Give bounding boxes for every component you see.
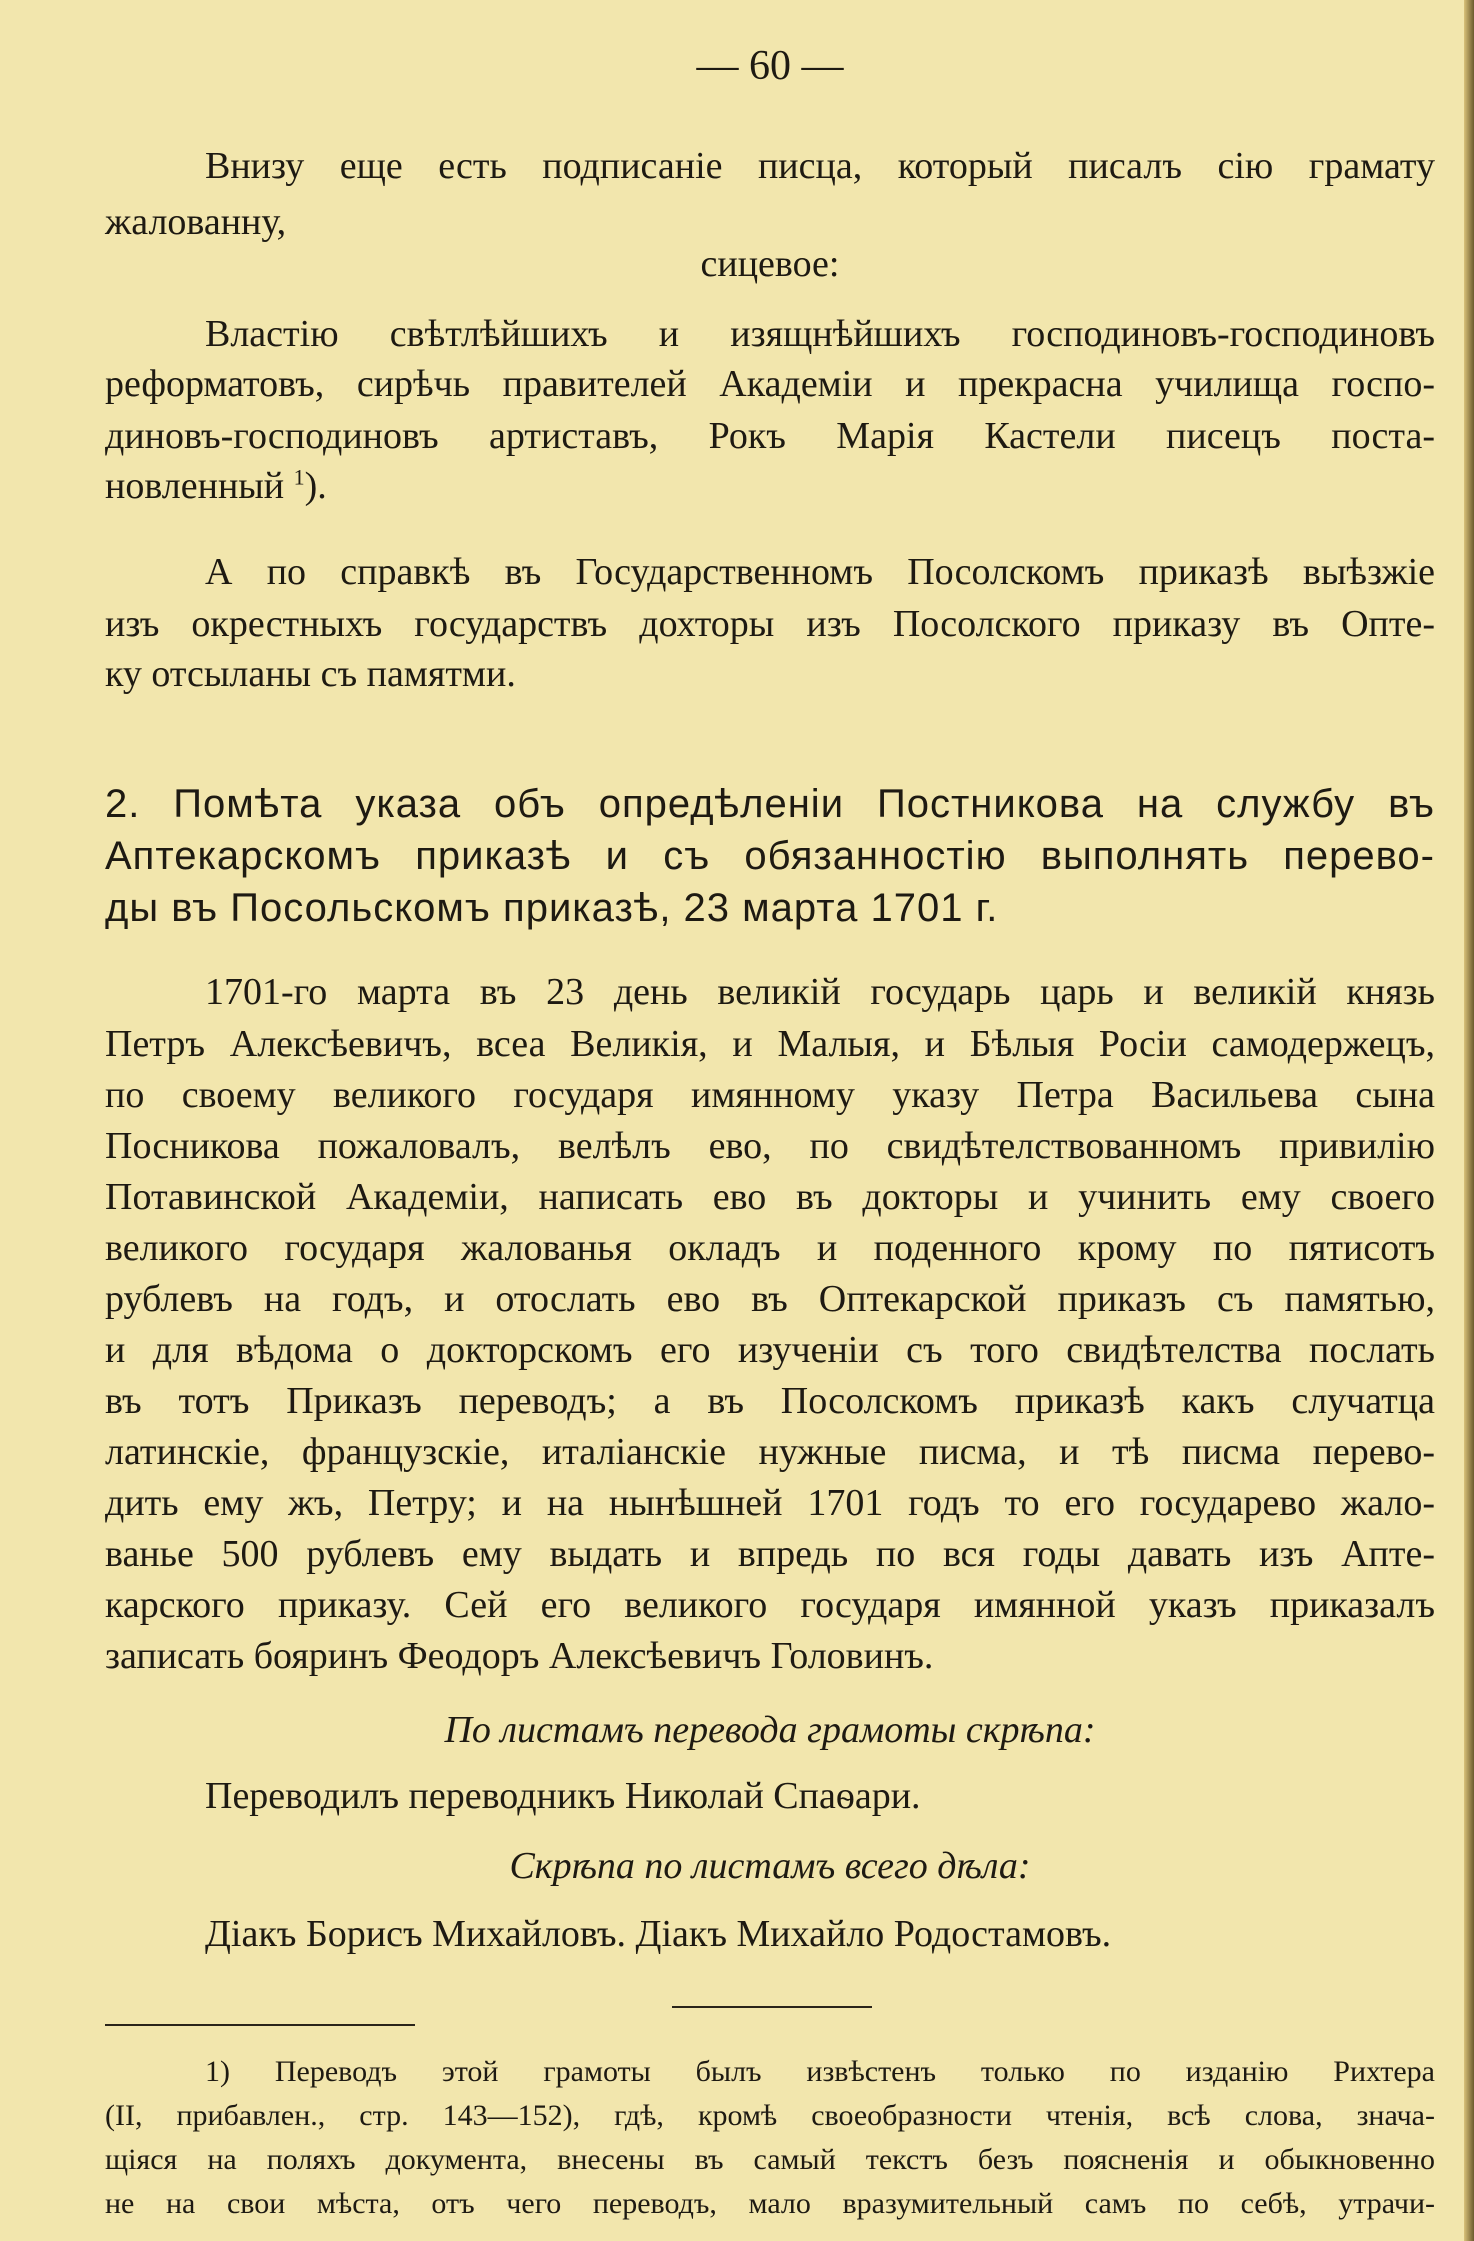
page-number: — 60 — (696, 43, 844, 89)
para4-line: дить ему жъ, Петру; и на нынѣшней 1701 годъ то его государево жало- (105, 1482, 1435, 1524)
para4-line: латинскіе, французскіе, италіанскіе нужные писма, и тѣ писма перево- (105, 1431, 1435, 1473)
para4-line: 1701-го марта въ 23 день великій государь царь и великій князь (205, 971, 1435, 1013)
para4-line: и для вѣдома о докторскомъ его изученіи съ того свидѣтелства послать (105, 1329, 1435, 1371)
footnote-line: щіяся на поляхъ документа, внесены въ самый текстъ безъ поясненія и обыкновенно (105, 2143, 1435, 2176)
para2-tail: ). (304, 465, 327, 507)
section-heading-line: Аптекарскомъ приказѣ и съ обязанностію выполнять перево- (105, 834, 1435, 878)
para1-line: сицевое: (700, 243, 840, 285)
italic-note-document-seal: Скрѣпа по листамъ всего дѣла: (509, 1845, 1031, 1887)
translator-line: Переводилъ переводникъ Николай Спаѳари. (205, 1775, 921, 1817)
para1-line: Внизу еще есть подписаніе писца, который писалъ сію грамату (205, 145, 1435, 187)
italic-note-translation-seal: По листамъ перевода грамоты скрѣпа: (444, 1709, 1096, 1751)
para4-line: великого государя жалованья окладъ и поденного крому по пятисотъ (105, 1227, 1435, 1269)
para2-line: новленный (105, 465, 285, 507)
para4-line: въ тотъ Приказъ переводъ; а въ Посолскомъ приказѣ какъ случатца (105, 1380, 1435, 1422)
footnote-ref: 1 (293, 464, 305, 490)
para2-line: диновъ-господиновъ артиставъ, Рокъ Марія Кастели писецъ поста- (105, 415, 1435, 457)
para4-line: Петръ Алексѣевичъ, всеа Великія, и Малыя, и Бѣлыя Росіи самодержецъ, (105, 1023, 1435, 1065)
clerks-line: Діакъ Борисъ Михайловъ. Діакъ Михайло Родостамовъ. (205, 1913, 1112, 1955)
para4-line: записать бояринъ Феодоръ Алексѣевичъ Головинъ. (105, 1635, 934, 1677)
para3-line: А по справкѣ въ Государственномъ Посолскомъ приказѣ выѣзжіе (205, 551, 1435, 593)
para2-line: Властію свѣтлѣйшихъ и изящнѣйшихъ господиновъ-господиновъ (205, 313, 1435, 355)
footnote-line: 1) Переводъ этой грамоты былъ извѣстенъ только по изданію Рихтера (205, 2055, 1435, 2088)
page-edge-shadow (1464, 0, 1474, 2241)
para4-line: Посникова пожаловалъ, велѣлъ ево, по свидѣтелствованномъ привилію (105, 1125, 1435, 1167)
section-divider (672, 2006, 872, 2008)
para4-line: по своему великого государя имянному указу Петра Васильева сына (105, 1074, 1435, 1116)
section-heading-line: 2. Помѣта указа объ опредѣленіи Постникова на службу въ (105, 782, 1435, 826)
para2-last-line (105, 462, 327, 510)
footnote-divider (105, 2024, 415, 2026)
para4-line: рублевъ на годъ, и отослать ево въ Оптекарской приказъ съ памятью, (105, 1278, 1435, 1320)
para1-line: жалованну, (105, 201, 287, 243)
para4-line: карского приказу. Сей его великого государя имянной указъ приказалъ (105, 1584, 1435, 1626)
para2-line: реформатовъ, сирѣчь правителей Академіи и прекрасна училища госпо- (105, 363, 1435, 405)
para4-line: ванье 500 рублевъ ему выдать и впредь по вся годы давать изъ Апте- (105, 1533, 1435, 1575)
footnote-line: (II, прибавлен., стр. 143—152), гдѣ, кромѣ своеобразности чтенія, всѣ слова, знача- (105, 2099, 1435, 2132)
footnote-line: не на свои мѣста, отъ чего переводъ, мало вразумительный самъ по себѣ, утрачи- (105, 2187, 1435, 2220)
para3-line: изъ окрестныхъ государствъ дохторы изъ Посолского приказу въ Опте- (105, 603, 1435, 645)
section-heading-line: ды въ Посольскомъ приказѣ, 23 марта 1701 г. (105, 886, 999, 930)
para3-line: ку отсыланы съ памятми. (105, 653, 516, 695)
para4-line: Потавинской Академіи, написать ево въ докторы и учинить ему своего (105, 1176, 1435, 1218)
